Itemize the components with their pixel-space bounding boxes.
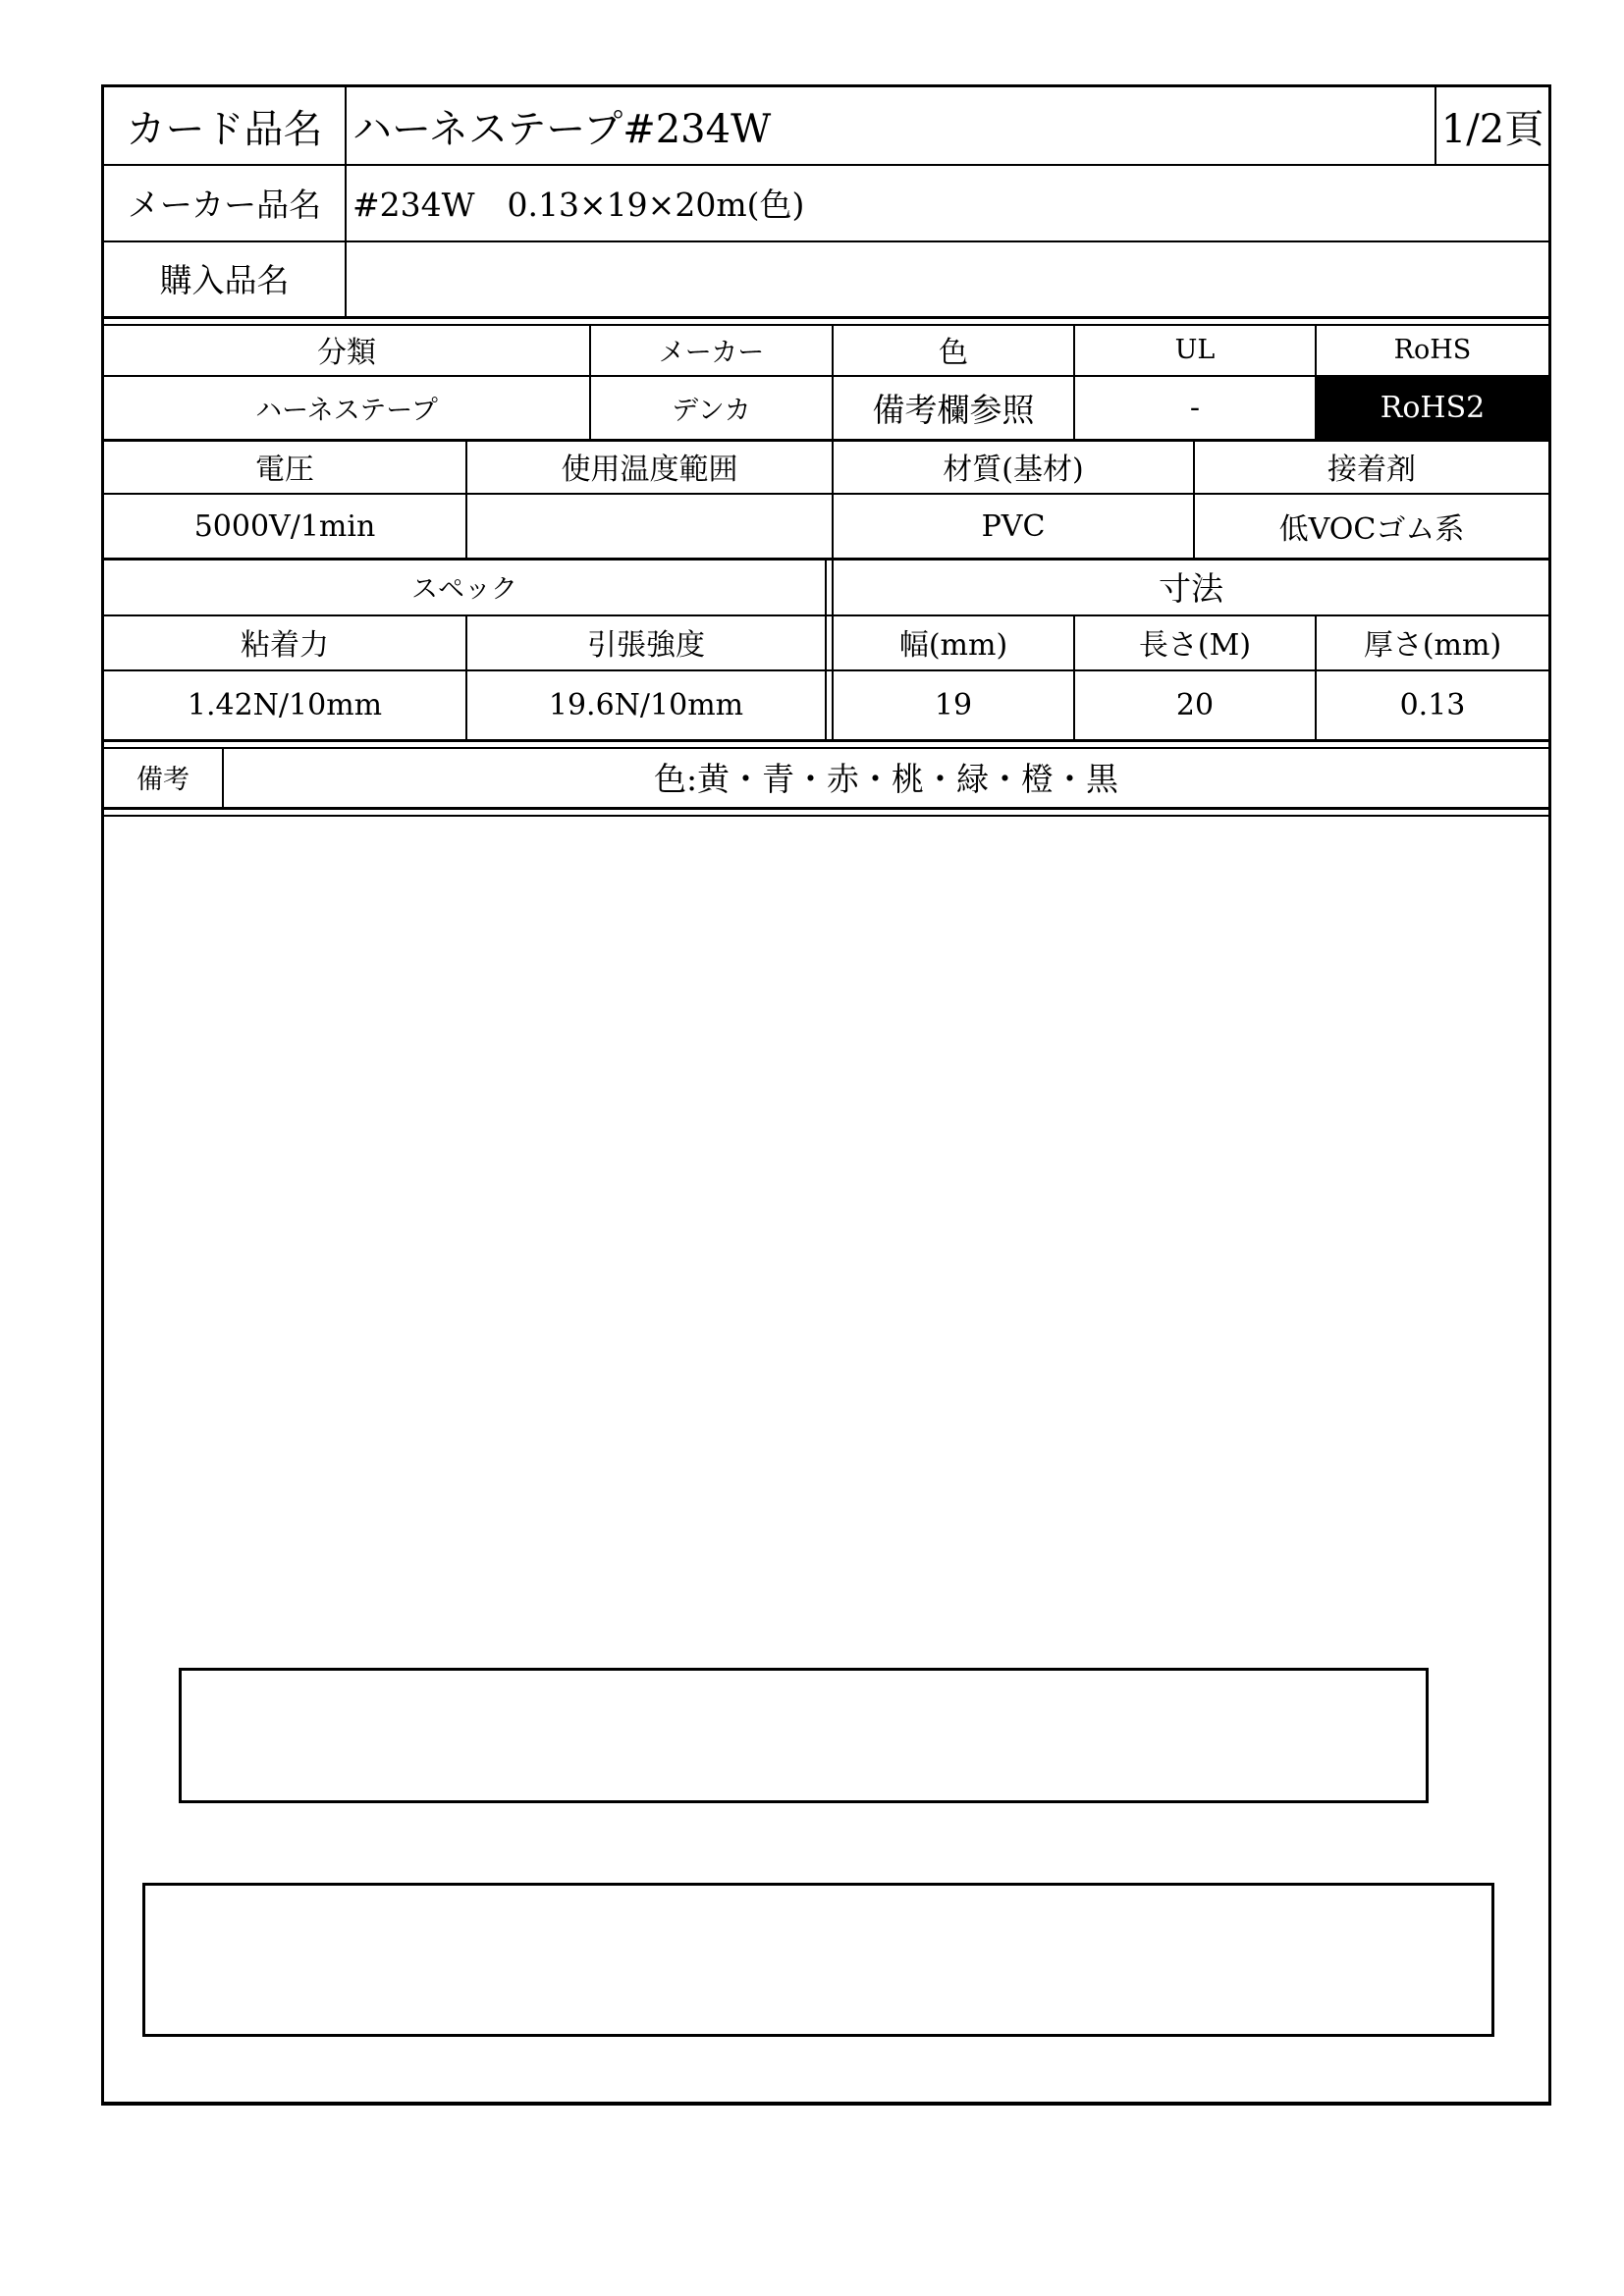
color-value: 備考欄参照 bbox=[872, 391, 1035, 429]
maker-name-value: #234W 0.13×19×20m(色) bbox=[352, 185, 805, 224]
voltage-header: 電圧 bbox=[255, 452, 314, 487]
ul-header: UL bbox=[1174, 334, 1216, 365]
material-value: PVC bbox=[981, 508, 1046, 544]
dims-title: 寸法 bbox=[1159, 568, 1223, 608]
blank-box-lower bbox=[142, 1883, 1494, 2037]
remarks-value: 色:黄・青・赤・桃・緑・橙・黒 bbox=[653, 760, 1119, 798]
thickness-header: 厚さ(mm) bbox=[1363, 628, 1502, 663]
thickness-value: 0.13 bbox=[1399, 688, 1466, 722]
width-value: 19 bbox=[934, 688, 973, 722]
material-header: 材質(基材) bbox=[943, 452, 1084, 487]
spec-title: スペック bbox=[411, 573, 517, 605]
rohs-header: RoHS bbox=[1393, 334, 1472, 365]
adhesive-value: 低VOCゴム系 bbox=[1278, 512, 1465, 547]
category-header: 分類 bbox=[317, 336, 376, 370]
tensile-value: 19.6N/10mm bbox=[548, 688, 744, 722]
length-value: 20 bbox=[1175, 688, 1215, 722]
tensile-header: 引張強度 bbox=[587, 628, 705, 663]
adhesion-value: 1.42N/10mm bbox=[187, 688, 383, 722]
temp-range-value bbox=[467, 495, 832, 558]
temp-range-header: 使用温度範囲 bbox=[561, 452, 738, 487]
maker-name-label: メーカー品名 bbox=[127, 185, 322, 224]
ul-value: - bbox=[1189, 391, 1201, 425]
width-header: 幅(mm) bbox=[898, 628, 1008, 663]
remarks-label: 備考 bbox=[136, 765, 189, 795]
purchase-name-label: 購入品名 bbox=[159, 261, 290, 299]
purchase-name-value bbox=[347, 240, 1525, 316]
card-name-value: ハーネステープ#234W bbox=[352, 106, 772, 152]
maker-value: デンカ bbox=[672, 396, 751, 426]
card-name-label: カード品名 bbox=[126, 106, 323, 152]
rohs-value-badge: RoHS2 bbox=[1317, 377, 1548, 439]
adhesive-header: 接着剤 bbox=[1327, 452, 1416, 487]
page-number: 1/2頁 bbox=[1440, 106, 1544, 152]
sheet-bottom-rule bbox=[101, 2102, 1551, 2104]
voltage-value: 5000V/1min bbox=[193, 508, 376, 544]
blank-box-upper bbox=[179, 1668, 1429, 1803]
category-value: ハーネステープ bbox=[255, 396, 438, 426]
color-header: 色 bbox=[939, 336, 968, 370]
length-header: 長さ(M) bbox=[1138, 628, 1252, 663]
adhesion-header: 粘着力 bbox=[241, 628, 329, 663]
spec-sheet bbox=[101, 84, 1551, 2106]
maker-header: メーカー bbox=[658, 337, 765, 368]
